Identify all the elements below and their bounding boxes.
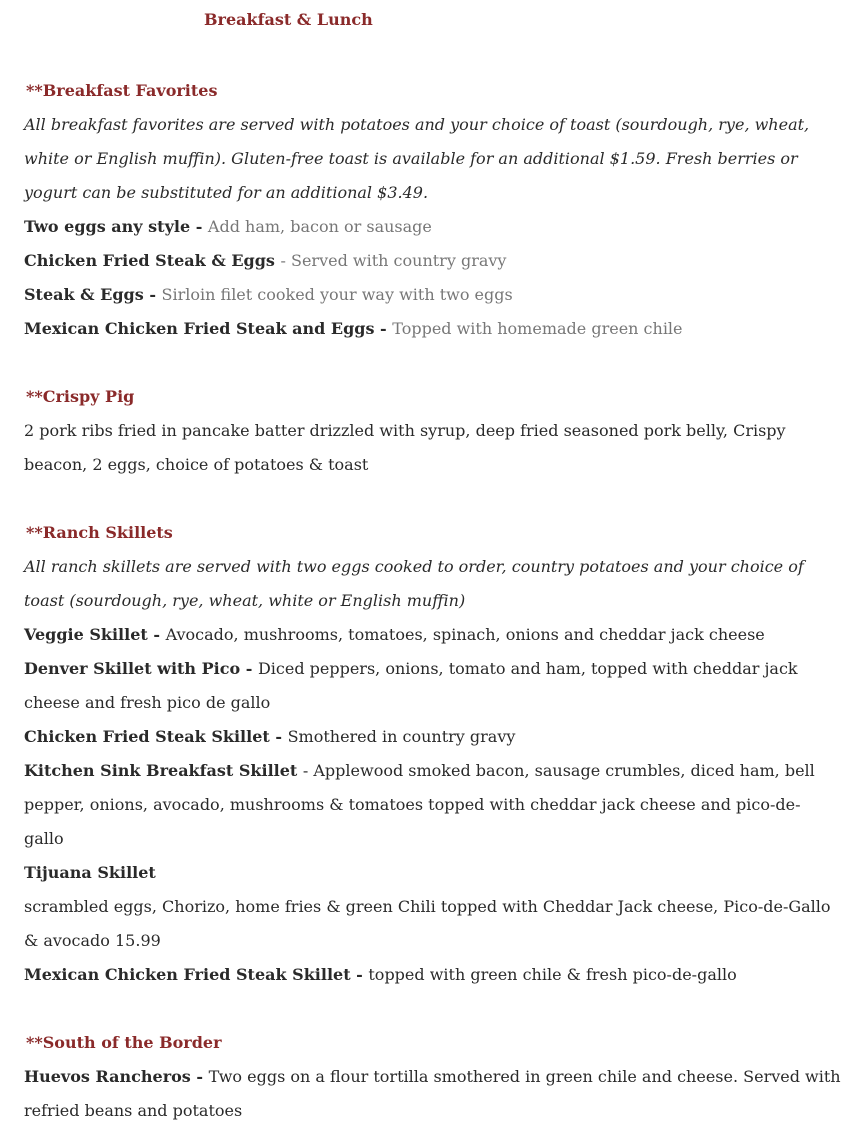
breakfast-note-line-3: yogurt can be substituted for an additional $3.49. — [24, 183, 429, 202]
menu-item-mexican-cfs-skillet — [24, 958, 746, 992]
tijuana-desc-line-1: scrambled eggs, Chorizo, home fries & green Chili topped with Cheddar Jack cheese, Pico-de-Gallo — [24, 897, 831, 916]
kitchen-sink-desc-line-3: gallo — [24, 829, 64, 848]
menu-item-two-eggs — [24, 210, 746, 244]
menu-item-tijuana-skillet — [24, 856, 746, 890]
crispy-pig-desc-line-2: beacon, 2 eggs, choice of potatoes & toast — [24, 455, 369, 474]
menu-item-cfs-skillet — [24, 720, 746, 754]
item-name: Mexican Chicken Fried Steak and Eggs - — [24, 319, 393, 338]
item-desc: Two eggs on a flour tortilla smothered in green chile and cheese. Served with — [208, 1067, 841, 1086]
item-name: Two eggs any style - — [24, 217, 208, 236]
item-name: Kitchen Sink Breakfast Skillet — [24, 761, 303, 780]
skillets-note-line-1: All ranch skillets are served with two eggs cooked to order, country potatoes and your choice of — [24, 557, 804, 576]
item-name: Chicken Fried Steak Skillet - — [24, 727, 288, 746]
section-heading-south-of-the-border: **South of the Border — [26, 1033, 222, 1052]
skillets-note-line-2: toast (sourdough, rye, wheat, white or English muffin) — [24, 591, 466, 610]
item-desc: topped with green chile & fresh pico-de-gallo — [368, 965, 737, 984]
breakfast-note-line-1: All breakfast favorites are served with potatoes and your choice of toast (sourdough, rye, wheat, — [24, 115, 810, 134]
kitchen-sink-desc-line-2: pepper, onions, avocado, mushrooms & tomatoes topped with cheddar jack cheese and pico-de- — [24, 795, 801, 814]
item-name: Denver Skillet with Pico - — [24, 659, 258, 678]
breakfast-note-line-2: white or English muffin). Gluten-free toast is available for an additional $1.59. Fresh berries or — [24, 149, 798, 168]
item-desc: Topped with homemade green chile — [392, 319, 683, 338]
item-name: Huevos Rancheros - — [24, 1067, 209, 1086]
item-name: Veggie Skillet - — [24, 625, 166, 644]
item-name: Chicken Fried Steak & Eggs — [24, 251, 281, 270]
section-heading-breakfast-favorites: **Breakfast Favorites — [26, 81, 218, 100]
item-desc: Diced peppers, onions, tomato and ham, topped with cheddar jack — [257, 659, 798, 678]
item-desc: Add ham, bacon or sausage — [207, 217, 432, 236]
menu-item-veggie-skillet — [24, 618, 765, 652]
item-desc: Avocado, mushrooms, tomatoes, spinach, onions and cheddar jack cheese — [165, 625, 765, 644]
menu-item-chicken-fried-steak-eggs — [24, 244, 746, 278]
crispy-pig-desc-line-1: 2 pork ribs fried in pancake batter drizzled with syrup, deep fried seasoned pork belly, Crispy — [24, 421, 786, 440]
item-desc: Sirloin filet cooked your way with two eggs — [161, 285, 513, 304]
section-heading-ranch-skillets: **Ranch Skillets — [26, 523, 173, 542]
item-name: Steak & Eggs - — [24, 285, 162, 304]
item-name: Mexican Chicken Fried Steak Skillet - — [24, 965, 369, 984]
item-desc: Smothered in country gravy — [287, 727, 516, 746]
item-desc: - Applewood smoked bacon, sausage crumbles, diced ham, bell — [302, 761, 815, 780]
denver-skillet-desc-line-2: cheese and fresh pico de gallo — [24, 693, 271, 712]
menu-item-steak-eggs — [24, 278, 746, 312]
tijuana-desc-line-2: & avocado 15.99 — [24, 931, 161, 950]
huevos-desc-line-2: refried beans and potatoes — [24, 1101, 243, 1120]
section-heading-crispy-pig: **Crispy Pig — [26, 387, 135, 406]
menu-item-kitchen-sink-skillet — [24, 754, 815, 788]
menu-item-huevos-rancheros — [24, 1060, 841, 1094]
page-title: Breakfast & Lunch — [204, 10, 373, 29]
menu-item-mexican-cfs-eggs — [24, 312, 746, 346]
item-desc: - Served with country gravy — [280, 251, 507, 270]
item-name: Tijuana Skillet — [24, 863, 156, 882]
menu-item-denver-skillet — [24, 652, 798, 686]
